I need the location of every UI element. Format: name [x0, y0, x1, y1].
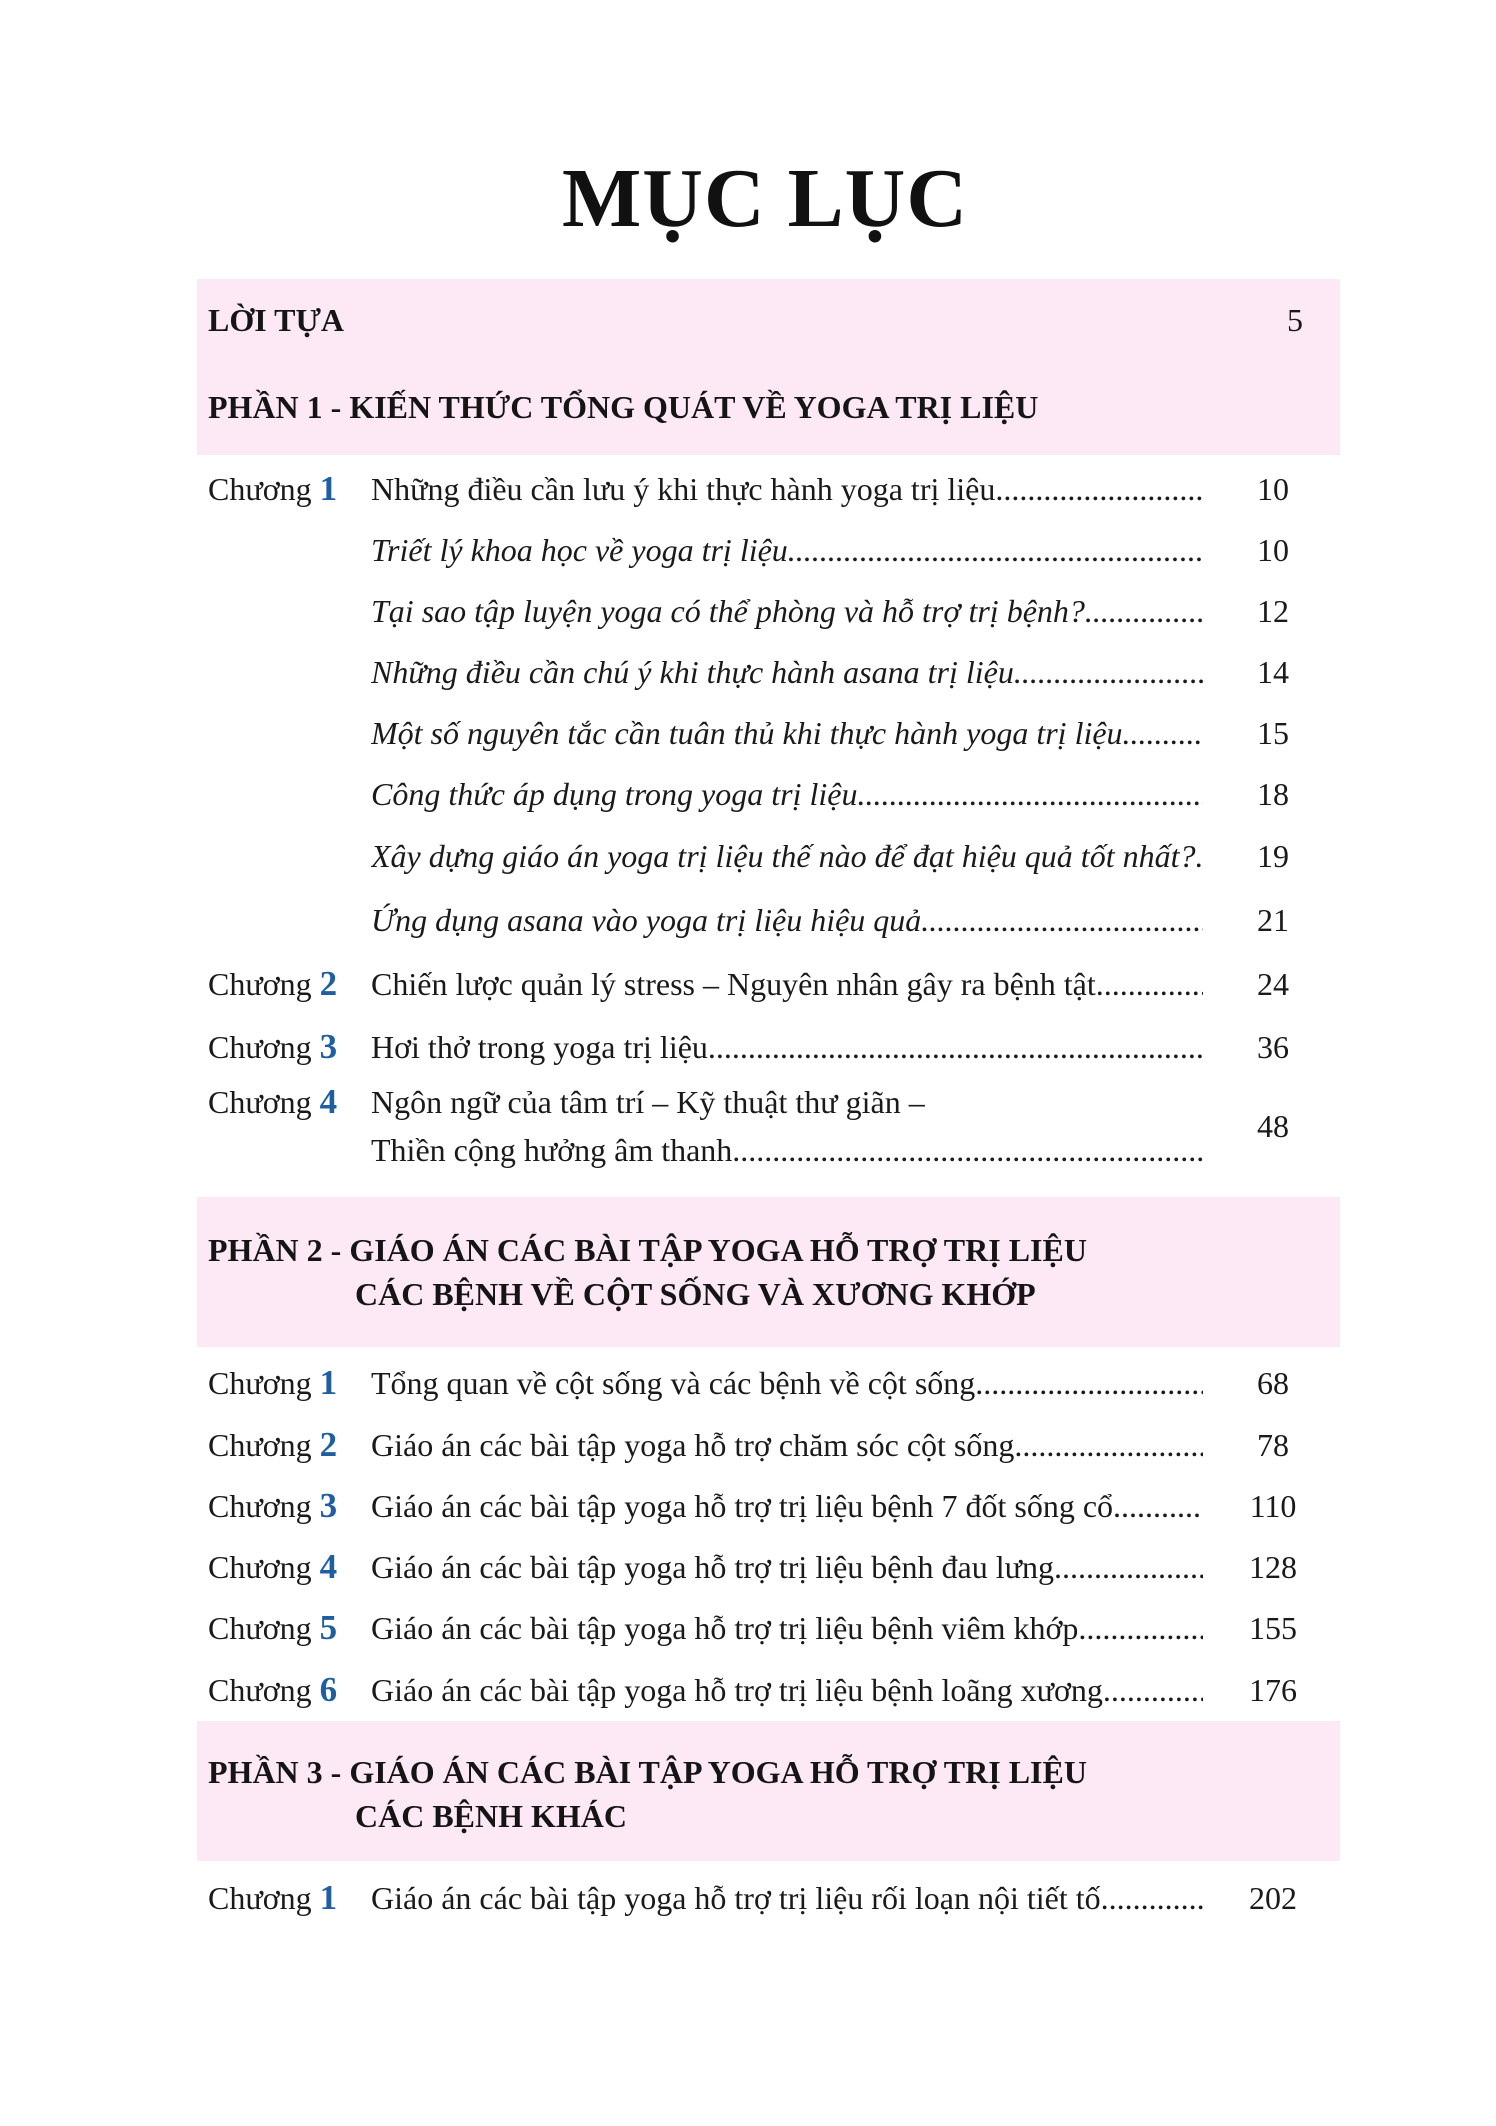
part2-title-line2: CÁC BỆNH VỀ CỘT SỐNG VÀ XƯƠNG KHỚP [355, 1276, 1036, 1312]
preface-title: LỜI TỰA [208, 302, 345, 338]
chapter-prefix: Chương [208, 471, 312, 507]
chapter-prefix: Chương [208, 966, 312, 1002]
entry-page: 12 [1257, 593, 1289, 629]
entry-page: 19 [1257, 838, 1289, 874]
chapter-number: 1 [319, 469, 338, 508]
entry-text: Công thức áp dụng trong yoga trị liệu ..... [371, 774, 1203, 814]
entry-text-continued: Thiền cộng hưởng âm thanh ..... [371, 1130, 1203, 1170]
chapter-number: 3 [319, 1486, 338, 1525]
entry-page: 24 [1257, 966, 1289, 1002]
entry-page: 155 [1249, 1610, 1297, 1646]
chapter-number: 1 [319, 1363, 338, 1402]
chapter-prefix: Chương [208, 1549, 312, 1585]
entry-page: 176 [1249, 1672, 1297, 1708]
entry-text: Giáo án các bài tập yoga hỗ trợ trị liệu bệnh 7 đốt sống cổ ..... [371, 1486, 1203, 1526]
chapter-prefix: Chương [208, 1084, 312, 1120]
chapter-prefix: Chương [208, 1488, 312, 1524]
entry-text: Ngôn ngữ của tâm trí – Kỹ thuật thư giãn – [371, 1084, 925, 1120]
entry-page: 78 [1257, 1427, 1289, 1463]
entry-text: Giáo án các bài tập yoga hỗ trợ chăm sóc cột sống ..... [371, 1425, 1203, 1465]
part2-title [208, 1228, 1087, 1316]
chapter-number: 2 [319, 1425, 338, 1464]
chapter-number: 6 [319, 1670, 338, 1709]
chapter-number: 1 [319, 1878, 338, 1917]
chapter-number: 4 [319, 1547, 338, 1586]
entry-page: 48 [1257, 1108, 1289, 1144]
chapter-prefix: Chương [208, 1029, 312, 1065]
chapter-prefix: Chương [208, 1672, 312, 1708]
entry-page: 110 [1249, 1488, 1297, 1524]
entry-page: 128 [1249, 1549, 1297, 1585]
entry-page: 15 [1257, 715, 1289, 751]
entry-page: 10 [1257, 532, 1289, 568]
chapter-number: 3 [319, 1027, 338, 1066]
chapter-prefix: Chương [208, 1880, 312, 1916]
entry-page: 21 [1257, 902, 1289, 938]
entry-text: Triết lý khoa học về yoga trị liệu ..... [371, 530, 1203, 570]
chapter-prefix: Chương [208, 1610, 312, 1646]
page-title: MỤC LỤC [562, 152, 968, 245]
chapter-number: 2 [319, 964, 338, 1003]
entry-text: Tại sao tập luyện yoga có thể phòng và hỗ trợ trị bệnh? ..... [371, 591, 1203, 631]
entry-text: Những điều cần lưu ý khi thực hành yoga trị liệu ..... [371, 469, 1203, 509]
chapter-prefix: Chương [208, 1427, 312, 1463]
entry-text: Tổng quan về cột sống và các bệnh về cột sống ..... [371, 1363, 1203, 1403]
entry-page: 68 [1257, 1365, 1289, 1401]
entry-text: Ứng dụng asana vào yoga trị liệu hiệu quả ..... [371, 900, 1203, 940]
chapter-number: 5 [319, 1608, 338, 1647]
entry-text: Chiến lược quản lý stress – Nguyên nhân gây ra bệnh tật ..... [371, 964, 1203, 1004]
entry-text: Giáo án các bài tập yoga hỗ trợ trị liệu bệnh viêm khớp ..... [371, 1608, 1203, 1648]
chapter-number: 4 [319, 1082, 338, 1121]
entry-page: 202 [1249, 1880, 1297, 1916]
chapter-prefix: Chương [208, 1365, 312, 1401]
entry-text: Giáo án các bài tập yoga hỗ trợ trị liệu bệnh loãng xương ..... [371, 1670, 1203, 1710]
entry-page: 18 [1257, 776, 1289, 812]
entry-text: Hơi thở trong yoga trị liệu ..... [371, 1027, 1203, 1067]
part3-title-line1: PHẦN 3 - GIÁO ÁN CÁC BÀI TẬP YOGA HỖ TRỢ TRỊ LIỆU [208, 1754, 1087, 1790]
entry-text: Xây dựng giáo án yoga trị liệu thế nào để đạt hiệu quả tốt nhất? ..... [371, 836, 1203, 876]
part1-title: PHẦN 1 - KIẾN THỨC TỔNG QUÁT VỀ YOGA TRỊ LIỆU [208, 389, 1039, 425]
entry-page: 10 [1257, 471, 1289, 507]
part3-title-line2: CÁC BỆNH KHÁC [355, 1798, 628, 1834]
entry-text: Giáo án các bài tập yoga hỗ trợ trị liệu bệnh đau lưng ..... [371, 1547, 1203, 1587]
entry-text: Một số nguyên tắc cần tuân thủ khi thực hành yoga trị liệu ..... [371, 713, 1203, 753]
entry-text: Giáo án các bài tập yoga hỗ trợ trị liệu rối loạn nội tiết tố ..... [371, 1878, 1203, 1918]
preface-page: 5 [1287, 302, 1303, 338]
toc-entry[interactable] [208, 1082, 1328, 1172]
entry-page: 36 [1257, 1029, 1289, 1065]
entry-page: 14 [1257, 654, 1289, 690]
part3-title [208, 1750, 1087, 1838]
entry-text: Những điều cần chú ý khi thực hành asana trị liệu ..... [371, 652, 1203, 692]
part2-title-line1: PHẦN 2 - GIÁO ÁN CÁC BÀI TẬP YOGA HỖ TRỢ TRỊ LIỆU [208, 1232, 1087, 1268]
